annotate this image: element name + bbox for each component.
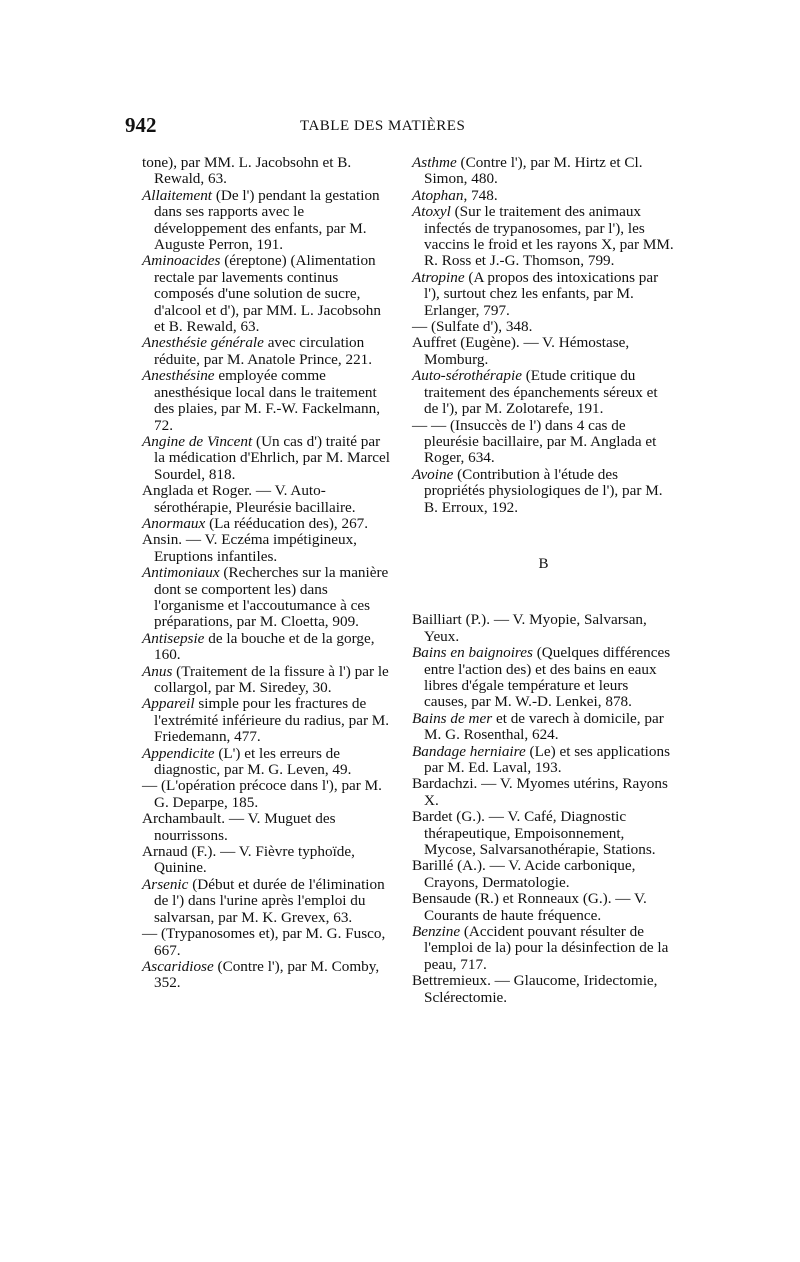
index-text: (Le) et ses applications par M. Ed. Laval, 193.	[424, 742, 670, 776]
index-term: Anesthésine	[142, 367, 215, 385]
index-text: (Quelques différences entre l'action des) et des bains en eaux libres d'égale température et leurs causes, par M. W.-D. Lenkei, 878.	[424, 644, 671, 711]
index-term: Allaitement	[142, 186, 213, 204]
index-term: Atropine	[412, 268, 465, 286]
index-entry	[142, 877, 392, 926]
index-text: Bensaude (R.) et Ronneaux (G.). — V. Courants de haute fréquence.	[412, 890, 647, 924]
index-text: (Etude critique du traitement des épanchements séreux et de l'), par M. Zolotarefe, 191.	[424, 367, 658, 418]
index-term: Bains en baignoires	[412, 644, 533, 662]
index-entry	[412, 204, 675, 270]
index-text: avec circulation réduite, par M. Anatole Prince, 221.	[154, 334, 373, 368]
index-text: — (L'opération précoce dans l'), par M. G. Deparpe, 185.	[142, 777, 382, 811]
index-entry	[412, 188, 675, 204]
index-text: Bardet (G.). — V. Café, Diagnostic thérapeutique, Empoisonnement, Mycose, Salvarsanothérapie, Stations.	[412, 808, 656, 859]
index-entry	[412, 270, 675, 319]
index-entry	[412, 711, 675, 744]
index-entry	[142, 664, 392, 697]
right-column	[412, 155, 675, 1006]
index-entry	[142, 335, 392, 368]
index-entry	[142, 532, 392, 565]
index-text: (éreptone) (Alimentation rectale par lavements continus composés d'une solution de sucre, d'alcool et d'), par MM. L. Jacobsohn et B. Rewald, 63.	[154, 252, 381, 336]
index-entry	[142, 746, 392, 779]
index-text: Auffret (Eugène). — V. Hémostase, Momburg.	[412, 334, 630, 368]
index-text: et de varech à domicile, par M. G. Rosenthal, 624.	[424, 709, 664, 744]
index-entry	[142, 516, 392, 532]
index-text: de la bouche et de la gorge, 160.	[154, 629, 375, 664]
index-entry	[142, 188, 392, 254]
index-text: (A propos des intoxications par l'), surtout chez les enfants, par M. Erlanger, 797.	[424, 268, 659, 319]
index-text: (Contribution à l'étude des propriétés physiologiques de l'), par M. B. Erroux, 192.	[424, 465, 663, 516]
index-term: Auto-sérothérapie	[412, 367, 522, 385]
index-text: (De l') pendant la gestation dans ses rapports avec le développement des enfants, par M. Auguste Perron, 191.	[154, 186, 380, 254]
index-text: simple pour les fractures de l'extrémité inférieure du radius, par M. Friedemann, 477.	[154, 695, 390, 746]
index-term: Benzine	[412, 923, 461, 941]
index-entry	[142, 959, 392, 992]
index-term: Asthme	[412, 154, 457, 171]
index-term: Arsenic	[142, 875, 189, 893]
running-title: TABLE DES MATIÈRES	[300, 118, 466, 134]
index-entry	[412, 418, 675, 467]
index-text: (Début et durée de l'élimination de l') dans l'urine après l'emploi du salvarsan, par M. K. Grevex, 63.	[154, 875, 385, 926]
index-text: (Recherches sur la manière dont se comportent les) dans l'organisme et l'accoutumance à ces préparations, par M. Cloetta, 909.	[154, 564, 389, 631]
index-text: Anglada et Roger. — V. Auto-sérothérapie, Pleurésie bacillaire.	[142, 482, 356, 516]
index-text: Bailliart (P.). — V. Myopie, Salvarsan, Yeux.	[412, 611, 647, 645]
index-text: tone), par MM. L. Jacobsohn et B. Rewald, 63.	[142, 154, 352, 188]
index-entry	[142, 844, 392, 877]
index-entry	[412, 924, 675, 973]
index-text: Bardachzi. — V. Myomes utérins, Rayons X.	[412, 775, 668, 809]
index-entry	[412, 467, 675, 516]
index-text: employée comme anesthésique local dans le traitement des plaies, par M. F.-W. Fackelmann, 72.	[154, 367, 380, 434]
index-term: Ascaridiose	[142, 957, 214, 975]
index-text: (Contre l'), par M. Hirtz et Cl. Simon, 480.	[424, 154, 643, 188]
index-entry	[412, 891, 675, 924]
page-number: 942	[125, 113, 157, 137]
index-text: (Un cas d') traité par la médication d'Ehrlich, par M. Marcel Sourdel, 818.	[154, 432, 390, 483]
index-term: Anormaux	[142, 514, 206, 532]
index-term: Appareil	[142, 695, 195, 713]
index-entry	[142, 368, 392, 434]
index-term: Anesthésie générale	[142, 334, 264, 352]
index-entry	[142, 253, 392, 335]
index-term: Anus	[142, 662, 173, 680]
index-term: Atophan	[412, 186, 464, 204]
index-text: (Contre l'), par M. Comby, 352.	[154, 957, 380, 992]
index-entry	[142, 434, 392, 483]
index-entry	[142, 696, 392, 745]
index-entry	[142, 778, 392, 811]
index-text: Arnaud (F.). — V. Fièvre typhoïde, Quinine.	[142, 843, 355, 877]
index-entry	[412, 319, 675, 335]
index-entry	[142, 565, 392, 631]
index-entry	[142, 926, 392, 959]
index-text: (Accident pouvant résulter de l'emploi de la) pour la désinfection de la peau, 717.	[424, 923, 669, 973]
index-text: , 748.	[463, 186, 498, 204]
index-text: — (Sulfate d'), 348.	[412, 318, 533, 336]
index-entry	[412, 858, 675, 891]
index-entry	[142, 155, 392, 188]
index-entry	[142, 483, 392, 516]
section-letter: B	[538, 555, 549, 572]
index-term: Bandage herniaire	[412, 742, 526, 760]
index-text: — — (Insuccès de l') dans 4 cas de pleurésie bacillaire, par M. Anglada et Roger, 634.	[412, 416, 657, 467]
index-text: Archambault. — V. Muguet des nourrissons.	[142, 810, 336, 844]
index-text: — (Trypanosomes et), par M. G. Fusco, 667.	[142, 925, 386, 959]
index-text: (La rééducation des), 267.	[205, 514, 369, 532]
index-term: Avoine	[412, 465, 454, 483]
index-entry	[412, 809, 675, 858]
index-entry	[412, 612, 675, 645]
index-entry	[142, 811, 392, 844]
index-term: Antimoniaux	[142, 564, 220, 582]
index-entry	[412, 645, 675, 711]
index-term: Bains de mer	[412, 709, 493, 727]
index-text: (Traitement de la fissure à l') par le collargol, par M. Siredey, 30.	[154, 662, 389, 696]
left-column	[142, 155, 392, 992]
index-entry	[412, 368, 675, 417]
index-text: (Sur le traitement des animaux infectés de trypanosomes, par l'), les vaccins le froid et les rayons X, par MM. R. Ross et J.-G. Thomson, 799.	[424, 203, 674, 270]
index-entry	[412, 973, 675, 1006]
index-text: Bettremieux. — Glaucome, Iridectomie, Sclérectomie.	[412, 972, 658, 1006]
index-entry	[412, 776, 675, 809]
index-term: Atoxyl	[412, 203, 451, 221]
index-entry	[412, 335, 675, 368]
index-text: Ansin. — V. Eczéma impétigineux, Eruptions infantiles.	[142, 531, 357, 565]
index-entry	[412, 155, 675, 188]
index-term: Angine de Vincent	[142, 432, 253, 450]
index-term: Aminoacides	[142, 252, 221, 270]
index-text: (L') et les erreurs de diagnostic, par M. G. Leven, 49.	[154, 744, 352, 779]
index-text: Barillé (A.). — V. Acide carbonique, Crayons, Dermatologie.	[412, 857, 636, 891]
index-term: Antisepsie	[142, 629, 205, 647]
index-term: Appendicite	[142, 744, 215, 762]
index-entry	[412, 744, 675, 777]
index-entry	[142, 631, 392, 664]
